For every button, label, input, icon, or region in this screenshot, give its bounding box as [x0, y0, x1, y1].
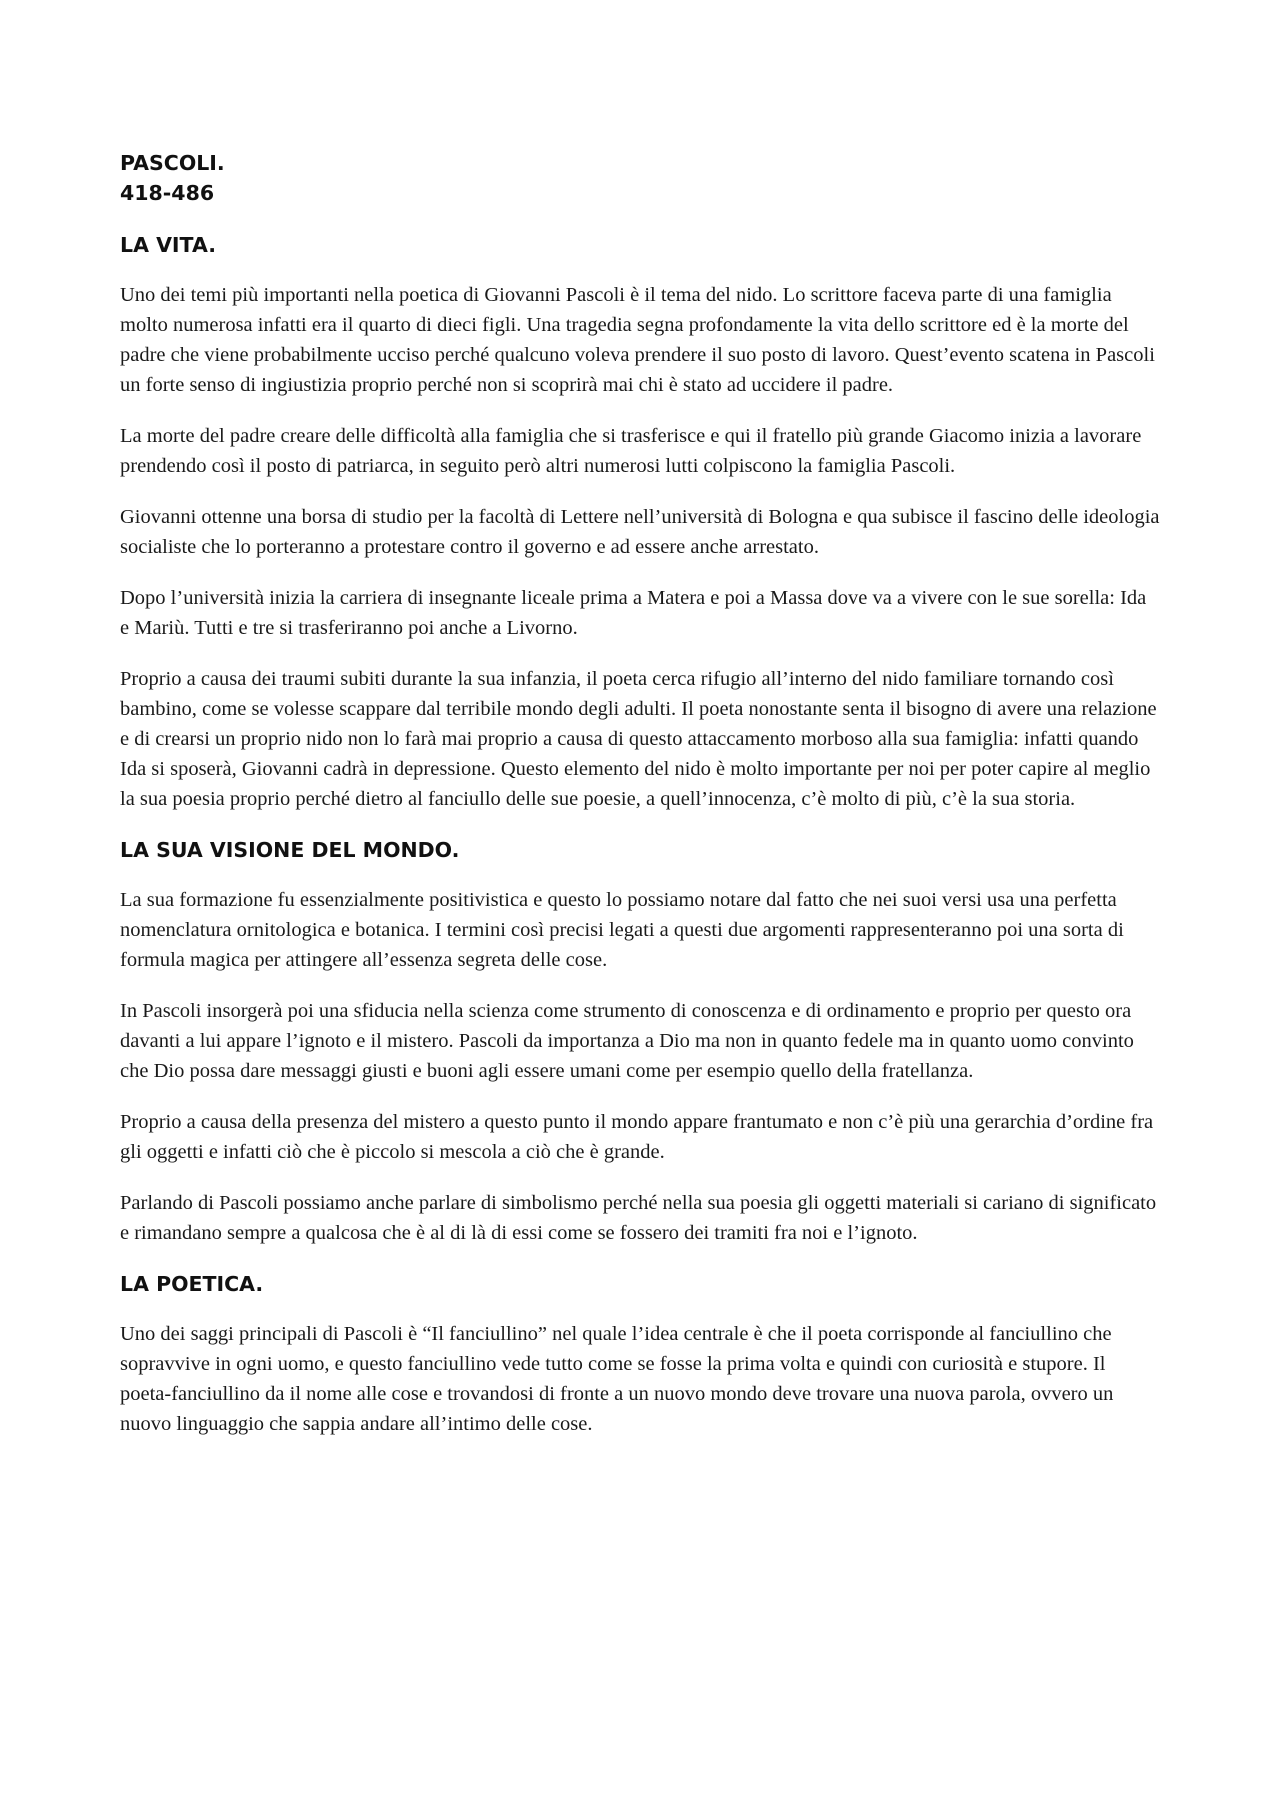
- document-title: PASCOLI.: [120, 151, 225, 175]
- section-visione-del-mondo: [120, 835, 1160, 1248]
- paragraph: Dopo l’università inizia la carriera di insegnante liceale prima a Matera e poi a Massa dove va a vivere con le sue sorella: Ida e Mariù. Tutti e tre si trasferiranno poi anche a Livorno.: [120, 587, 1147, 639]
- paragraph: Uno dei temi più importanti nella poetica di Giovanni Pascoli è il tema del nido. Lo scrittore faceva parte di una famiglia molto numerosa infatti era il quarto di dieci figli. Una tragedia segna profondamente la vita dello scrittore ed è la morte del padre che viene probabilmente ucciso perché qualcuno voleva prendere il suo posto di lavoro. Quest’evento scatena in Pascoli un forte senso di ingiustizia proprio perché non si scoprirà mai chi è stato ad uccidere il padre.: [120, 284, 1155, 396]
- section-heading: LA VITA.: [120, 233, 216, 257]
- paragraph: Proprio a causa della presenza del mistero a questo punto il mondo appare frantumato e non c’è più una gerarchia d’ordine fra gli oggetti e infatti ciò che è piccolo si mescola a ciò che è grande.: [120, 1111, 1154, 1163]
- paragraph: Parlando di Pascoli possiamo anche parlare di simbolismo perché nella sua poesia gli oggetti materiali si cariano di significato e rimandano sempre a qualcosa che è al di là di essi come se fossero dei tramiti fra noi e l’ignoto.: [120, 1192, 1157, 1244]
- section-heading: LA SUA VISIONE DEL MONDO.: [120, 838, 460, 862]
- paragraph: Uno dei saggi principali di Pascoli è “Il fanciullino” nel quale l’idea centrale è che il poeta corrisponde al fanciullino che sopravvive in ogni uomo, e questo fanciullino vede tutto come se fosse la prima volta e quindi con curiosità e stupore. Il poeta-fanciullino da il nome alle cose e trovandosi di fronte a un nuovo mondo deve trovare una nuova parola, ovvero un nuovo linguaggio che sappia andare all’intimo delle cose.: [120, 1323, 1114, 1435]
- paragraph: La sua formazione fu essenzialmente positivistica e questo lo possiamo notare dal fatto che nei suoi versi usa una perfetta nomenclatura ornitologica e botanica. I termini così precisi legati a questi due argomenti rappresenteranno poi una sorta di formula magica per attingere all’essenza segreta delle cose.: [120, 889, 1124, 971]
- paragraph: Proprio a causa dei traumi subiti durante la sua infanzia, il poeta cerca rifugio all’interno del nido familiare tornando così bambino, come se volesse scappare dal terribile mondo degli adulti. Il poeta nonostante senta il bisogno di avere una relazione e di crearsi un proprio nido non lo farà mai proprio a causa di questo attaccamento morboso alla sua famiglia: infatti quando Ida si sposerà, Giovanni cadrà in depressione. Questo elemento del nido è molto importante per noi per poter capire al meglio la sua poesia proprio perché dietro al fanciullo delle sue poesie, a quell’innocenza, c’è molto di più, c’è la sua storia.: [120, 668, 1157, 810]
- page-range: 418-486: [120, 181, 215, 205]
- paragraph: La morte del padre creare delle difficoltà alla famiglia che si trasferisce e qui il fratello più grande Giacomo inizia a lavorare prendendo così il posto di patriarca, in seguito però altri numerosi lutti colpiscono la famiglia Pascoli.: [120, 425, 1142, 477]
- section-la-poetica: [120, 1269, 1160, 1439]
- section-heading: LA POETICA.: [120, 1272, 264, 1296]
- section-la-vita: [120, 230, 1160, 814]
- paragraph: Giovanni ottenne una borsa di studio per la facoltà di Lettere nell’università di Bologna e qua subisce il fascino delle ideologia socialiste che lo porteranno a protestare contro il governo e ad essere anche arrestato.: [120, 506, 1160, 558]
- document-page: [120, 148, 1160, 1460]
- title-block: [120, 148, 1160, 208]
- paragraph: In Pascoli insorgerà poi una sfiducia nella scienza come strumento di conoscenza e di ordinamento e proprio per questo ora davanti a lui appare l’ignoto e il mistero. Pascoli da importanza a Dio ma non in quanto fedele ma in quanto uomo convinto che Dio possa dare messaggi giusti e buoni agli essere umani come per esempio quello della fratellanza.: [120, 1000, 1134, 1082]
